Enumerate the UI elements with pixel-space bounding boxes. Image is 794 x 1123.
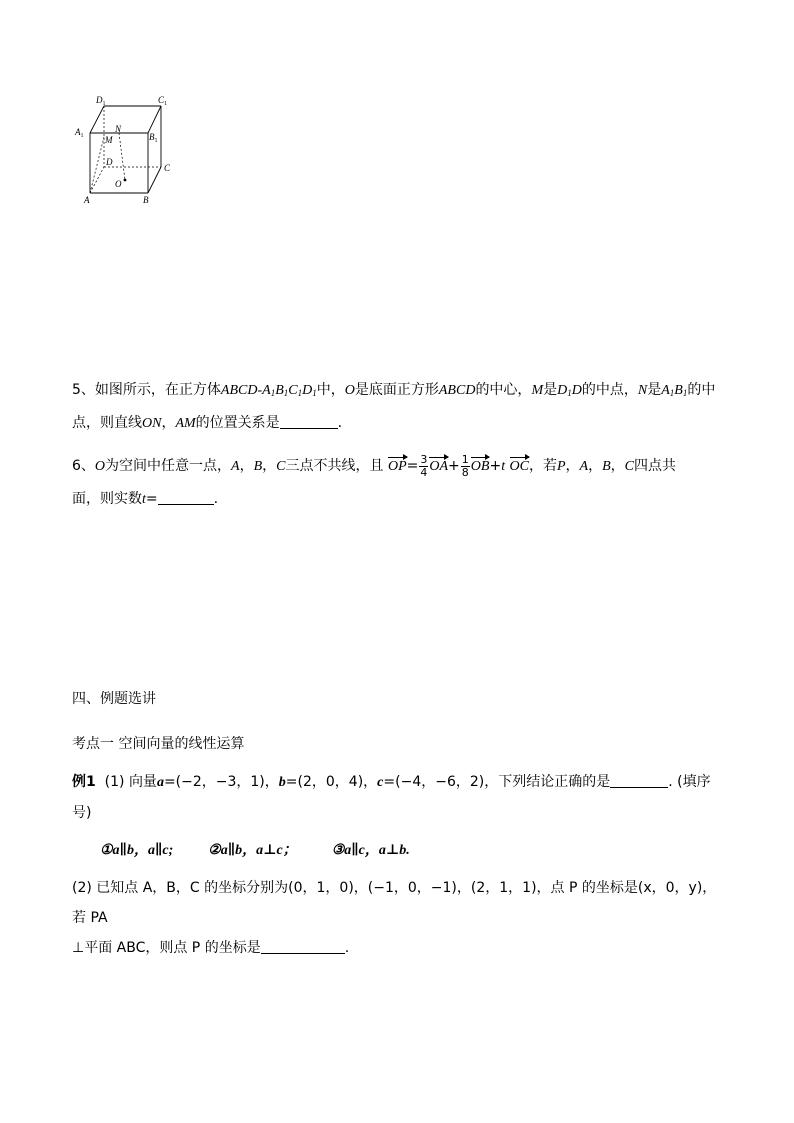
- option-1: ①a∥b，a∥c;: [100, 843, 174, 858]
- q5-d1d: $D_1D$: [557, 383, 582, 398]
- q6-eq: =: [406, 458, 419, 474]
- question-5: [72, 374, 727, 440]
- label-c1: $C_1$: [158, 95, 168, 107]
- q6-plus: +: [448, 458, 460, 474]
- ex1-answer-blank[interactable]: [610, 773, 668, 788]
- q5-a1b1: $A_1B_1$: [661, 383, 688, 398]
- q6-t: t: [142, 492, 146, 507]
- label-b1: $B_1$: [149, 132, 158, 144]
- q5-text: .: [337, 415, 343, 431]
- q5-text: ，: [161, 415, 176, 431]
- q5-text: 中，: [316, 382, 345, 398]
- vector-a: a: [156, 775, 164, 790]
- q5-abcd: ABCD: [438, 383, 476, 398]
- q6-p: P: [556, 459, 566, 474]
- q6-text: 为空间中任意一点，: [105, 458, 232, 474]
- vector-ob: OB: [471, 455, 490, 474]
- example-1: [72, 767, 727, 828]
- fraction-3-4: $\frac{3}{4}$: [420, 452, 428, 479]
- q6-text: ，: [262, 458, 277, 474]
- q6-c: C: [624, 459, 635, 474]
- label-o: O: [115, 179, 122, 189]
- q6-text: ，若: [528, 458, 557, 474]
- option-3: ③a∥c，a⊥b.: [331, 843, 410, 858]
- ex1-text: (1) 向量: [104, 774, 157, 790]
- ex1-text: =(−4，−6，2)，下列结论正确的是: [383, 774, 611, 790]
- edge-ad-hidden: [90, 167, 104, 193]
- q5-number: 5、: [72, 382, 95, 398]
- q6-text: .: [213, 491, 219, 507]
- cube-diagram: [62, 90, 192, 210]
- q6-text: ，: [610, 458, 625, 474]
- q6-o: O: [94, 459, 106, 474]
- q6-number: 6、: [72, 458, 95, 474]
- q5-text: 的位置关系是: [195, 415, 280, 431]
- q6-c: C: [276, 459, 286, 474]
- q6-eq: =: [145, 491, 158, 507]
- vector-oa: OA: [429, 455, 448, 474]
- q5-m: M: [531, 383, 544, 398]
- ex1-options: [100, 839, 410, 859]
- example-1-part-2: [72, 873, 727, 963]
- question-6: [72, 450, 727, 516]
- label-c: C: [164, 163, 171, 173]
- q5-cube-name: ABCD-$A_1B_1C_1D_1$: [220, 383, 317, 398]
- segment-am: [90, 137, 104, 193]
- vector-oc: OC: [510, 455, 529, 474]
- q5-text: 是底面正方形: [354, 382, 439, 398]
- q6-b: B: [602, 459, 611, 474]
- ex1-text: =(2，0，4)，: [285, 774, 378, 790]
- ex2-answer-blank[interactable]: [261, 939, 345, 954]
- q5-text: 的中点，则直线: [72, 382, 716, 431]
- q6-answer-blank[interactable]: [158, 490, 214, 505]
- cube-figure: [62, 90, 192, 210]
- point-o: [124, 179, 127, 182]
- label-n: N: [115, 124, 122, 134]
- q6-text: 四点共: [634, 458, 677, 474]
- fraction-1-8: $\frac{1}{8}$: [461, 452, 469, 479]
- q5-o: O: [344, 383, 355, 398]
- label-a: A: [84, 195, 90, 205]
- q6-text: 面，则实数: [72, 491, 142, 507]
- section-title: 四、例题选讲: [72, 691, 156, 707]
- ex1-text: =(−2，−3，1)，: [163, 774, 279, 790]
- vector-op: OP: [388, 455, 407, 474]
- q6-text: 三点不共线，且: [285, 458, 384, 474]
- q6-t: t: [501, 459, 506, 474]
- label-d: D: [106, 157, 113, 167]
- edge-a1d1: [90, 106, 104, 133]
- q5-text: 是: [543, 382, 558, 398]
- q5-text: 是: [647, 382, 662, 398]
- q6-text: ，: [588, 458, 603, 474]
- edge-b1c1: [148, 106, 161, 133]
- q5-text: 如图所示，在正方体: [94, 382, 221, 398]
- q6-b: B: [253, 459, 263, 474]
- ex1-text: . (填序: [668, 774, 711, 790]
- q5-n: N: [637, 383, 648, 398]
- ex2-text: .: [344, 940, 350, 956]
- q6-a: A: [579, 459, 589, 474]
- q6-text: ，: [565, 458, 580, 474]
- q5-on: ON: [142, 416, 162, 431]
- label-b: B: [143, 195, 149, 205]
- ex2-text: (2) 已知点 A，B，C 的坐标分别为(0，1，0)，(−1，0，−1)，(2，1，1)，点 P 的坐标是(x，0，y)，若 PA: [72, 880, 717, 926]
- example-label: 例1: [72, 774, 96, 790]
- edge-bc: [148, 167, 161, 193]
- label-m: M: [105, 135, 113, 145]
- vector-c: c: [377, 775, 384, 790]
- ex2-text: ⊥平面 ABC，则点 P 的坐标是: [72, 940, 261, 956]
- label-a1: $A_1$: [75, 127, 84, 139]
- ex1-text: 号): [72, 805, 92, 821]
- q5-text: 的中心，: [475, 382, 532, 398]
- q6-plus: +: [489, 458, 502, 474]
- segment-on: [119, 133, 125, 180]
- q6-a: A: [231, 459, 240, 474]
- option-2: ②a∥b，a⊥c；: [208, 843, 297, 858]
- topic-title: 考点一 空间向量的线性运算: [72, 736, 245, 752]
- label-d1: $D_1$: [96, 95, 106, 107]
- vector-b: b: [278, 775, 286, 790]
- q5-am: AM: [175, 416, 196, 431]
- q5-answer-blank[interactable]: [280, 414, 338, 429]
- q5-text: 的中点，: [581, 382, 638, 398]
- q6-text: ，: [239, 458, 254, 474]
